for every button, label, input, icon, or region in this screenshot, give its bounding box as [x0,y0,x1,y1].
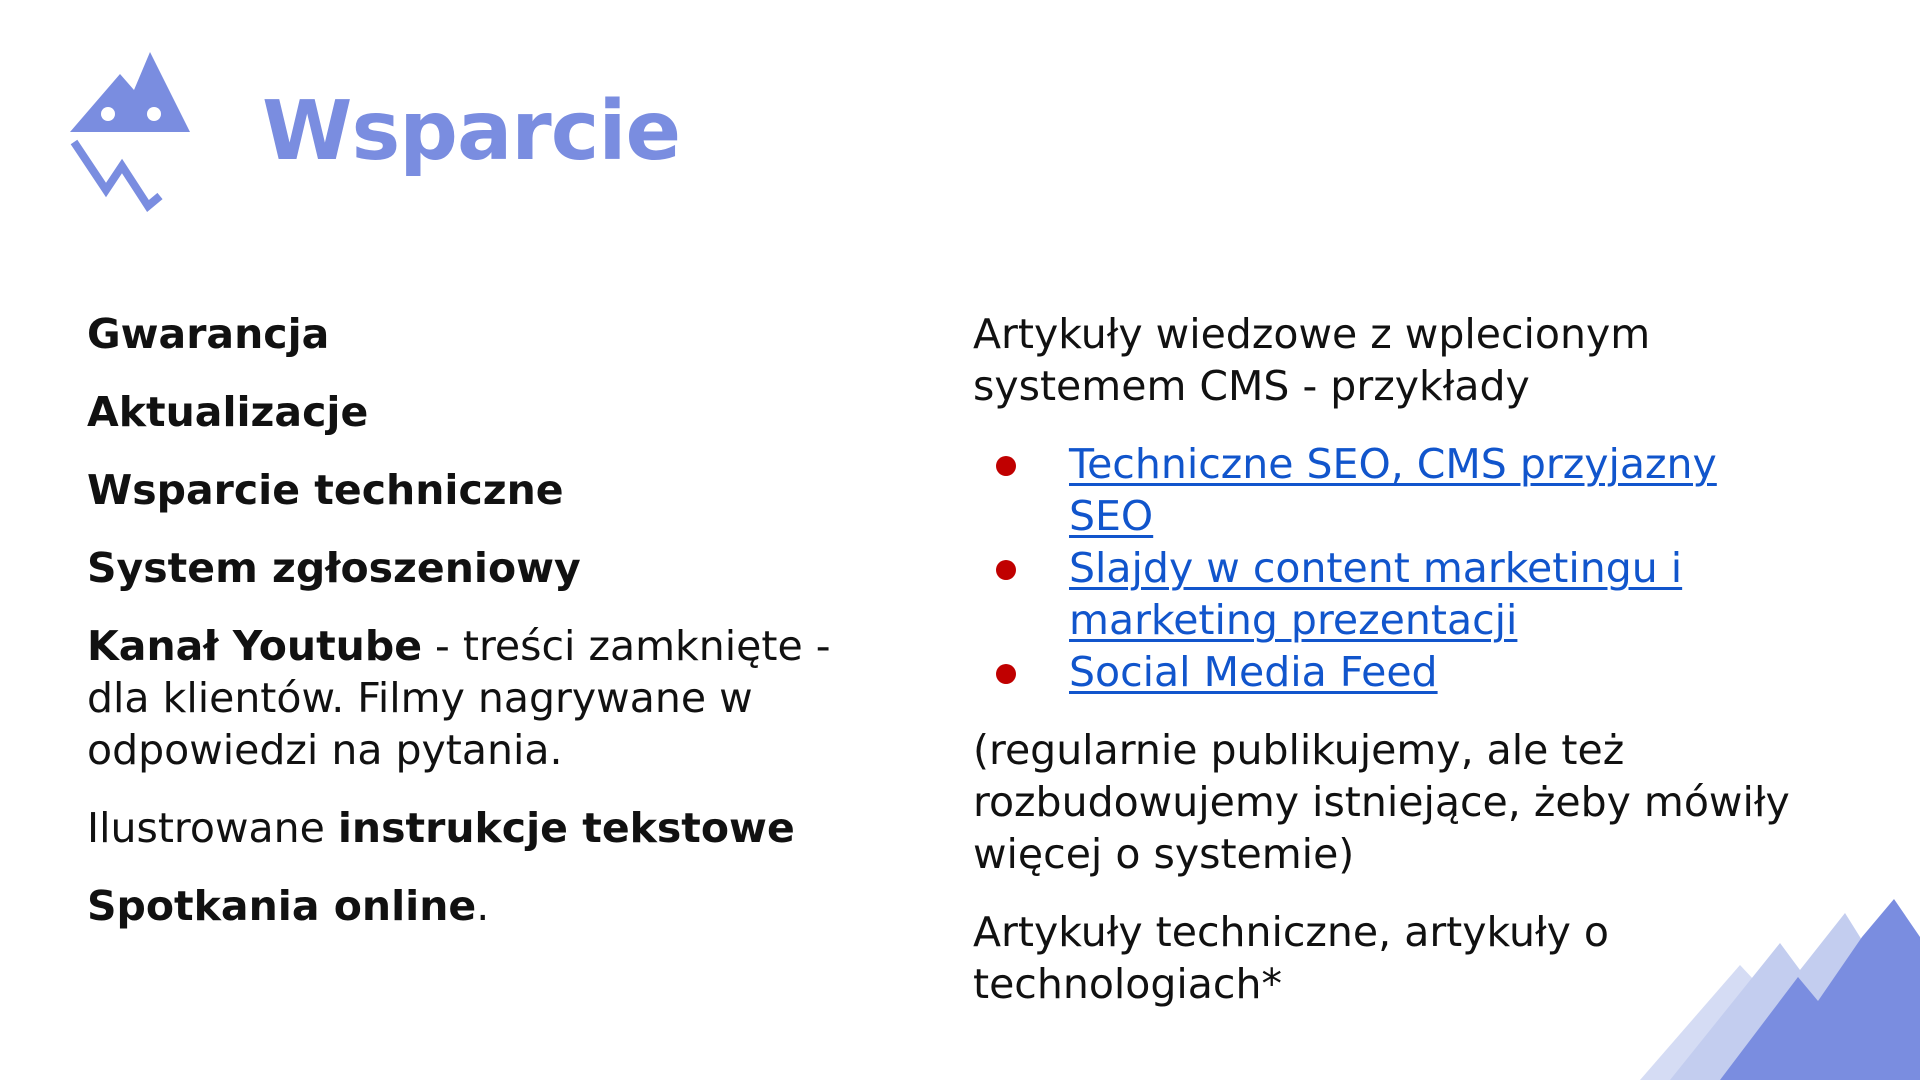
list-item [973,542,1793,646]
support-item-updates: Aktualizacje [87,388,369,436]
support-item-youtube: Kanał Youtube - treści zamknięte - dla klientów. Filmy nagrywane w odpowiedzi na pytania. [87,622,831,774]
bullet-icon [996,664,1016,684]
article-link-social-feed[interactable]: Social Media Feed [1069,648,1438,696]
support-item-ticket-system: System zgłoszeniowy [87,544,581,592]
mountain-decoration-icon [1640,855,1920,1080]
article-links-list [973,438,1793,698]
support-list [87,308,887,958]
support-item-meetings: Spotkania online. [87,882,490,930]
article-link-slides[interactable]: Slajdy w content marketingu i marketing prezentacji [1069,544,1683,644]
mascot-logo-icon [68,50,192,212]
tech-articles: Artykuły techniczne, artykuły o technologiach* [973,908,1610,1008]
articles-note: (regularnie publikujemy, ale też rozbudowujemy istniejące, żeby mówiły więcej o systemie) [973,726,1790,878]
bullet-icon [996,560,1016,580]
list-item [973,646,1793,698]
support-item-tech-support: Wsparcie techniczne [87,466,564,514]
bullet-icon [996,456,1016,476]
articles-intro: Artykuły wiedzowe z wplecionym systemem CMS - przykłady [973,310,1651,410]
list-item [973,438,1793,542]
support-item-warranty: Gwarancja [87,310,330,358]
page-title: Wsparcie [262,84,681,179]
support-item-instructions: Ilustrowane instrukcje tekstowe [87,804,795,852]
article-link-seo[interactable]: Techniczne SEO, CMS przyjazny SEO [1069,440,1717,540]
